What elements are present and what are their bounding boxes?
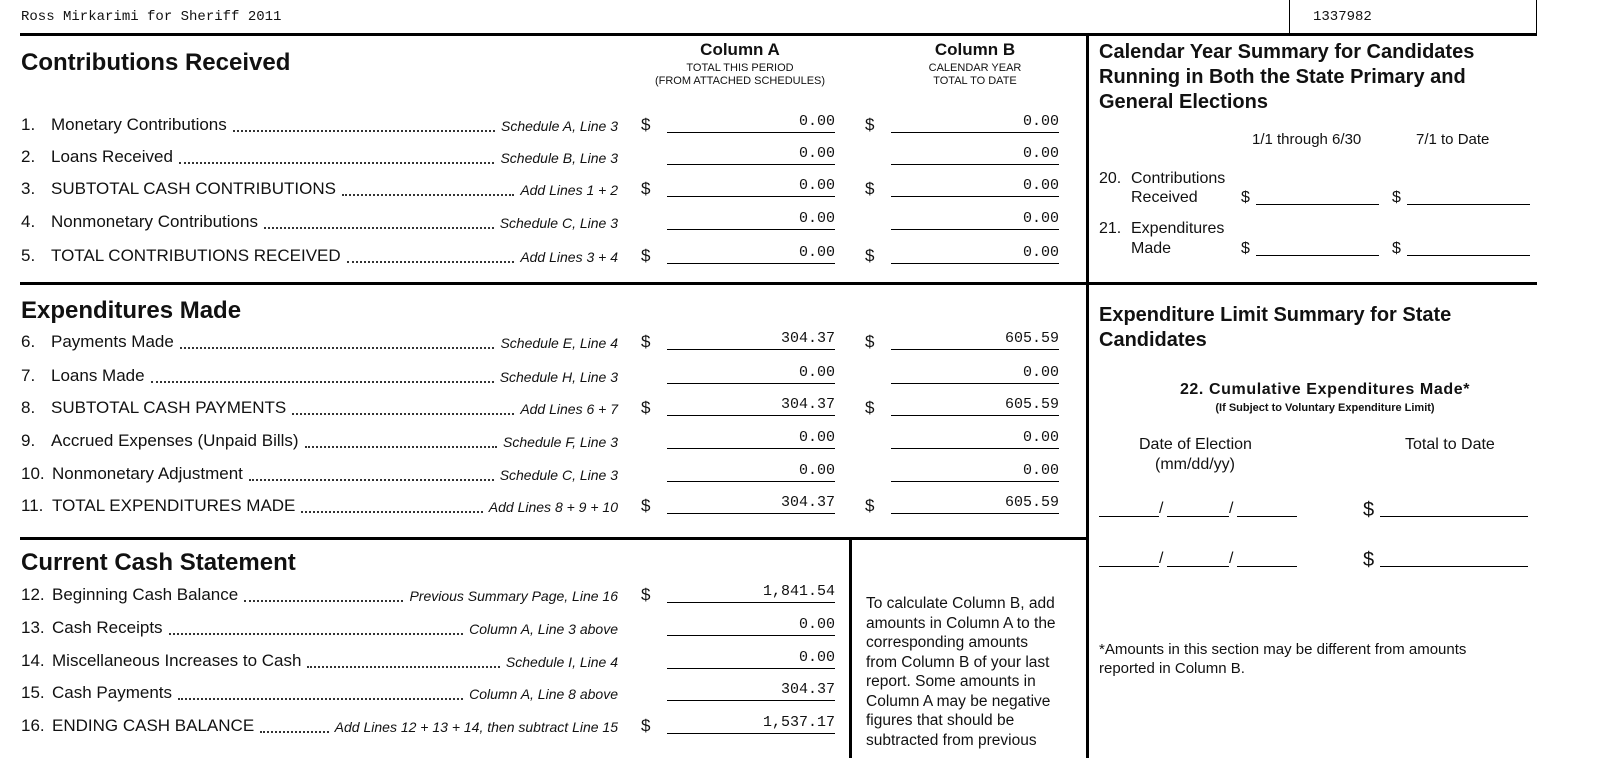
column-b-dollar-sign: $ — [865, 246, 875, 265]
line-label-text: SUBTOTAL CASH PAYMENTS — [51, 398, 287, 417]
column-a-amount[interactable]: 0.00 — [667, 616, 835, 636]
calendar-summary-title-line2: Running in Both the State Primary and — [1099, 66, 1466, 88]
line-label — [51, 398, 286, 418]
date-format-label: (mm/dd/yy) — [1155, 456, 1235, 473]
line-label — [52, 618, 163, 638]
dot-leader — [305, 446, 497, 448]
line-schedule-reference: Add Lines 3 + 4 — [520, 249, 618, 265]
calendar-row-20-dollar1: $ — [1241, 189, 1250, 206]
column-b-title: Column B — [934, 40, 1016, 59]
column-a-amount[interactable]: 1,537.17 — [667, 714, 835, 734]
column-a-amount[interactable]: 0.00 — [667, 113, 835, 133]
line-label-text: TOTAL CONTRIBUTIONS RECEIVED — [51, 246, 341, 265]
calendar-row-21-label1: Expenditures — [1131, 220, 1225, 237]
line-number: 16. — [21, 716, 45, 735]
line-label-text: Loans Made — [51, 366, 145, 385]
column-b-amount[interactable]: 0.00 — [891, 429, 1059, 449]
column-a-amount[interactable]: 0.00 — [667, 462, 835, 482]
election-2-slash2: / — [1229, 550, 1234, 567]
cash-title: Current Cash Statement — [21, 549, 296, 576]
date-of-election-label: Date of Election — [1139, 436, 1252, 453]
line-number: 12. — [21, 585, 45, 604]
calendar-row-20-label2: Received — [1131, 189, 1198, 206]
column-b-sub1: CALENDAR YEAR — [928, 62, 1022, 74]
calendar-row-21-label2: Made — [1131, 240, 1172, 257]
dot-leader — [244, 600, 403, 602]
column-a-sub2: (FROM ATTACHED SCHEDULES) — [654, 75, 826, 87]
line-label-text: Accrued Expenses (Unpaid Bills) — [51, 431, 299, 450]
dot-leader — [260, 731, 329, 733]
column-a-amount[interactable]: 304.37 — [667, 396, 835, 416]
line-schedule-reference: Schedule F, Line 3 — [503, 434, 618, 450]
calendar-row-20-label1: Contributions — [1131, 170, 1226, 187]
expenditure-limit-footnote — [1099, 640, 1466, 678]
column-a-amount[interactable]: 0.00 — [667, 244, 835, 264]
election-2-total[interactable] — [1380, 550, 1528, 567]
column-b-sub2: TOTAL TO DATE — [933, 75, 1017, 87]
calendar-summary-title — [1099, 40, 1529, 115]
column-a-dollar-sign: $ — [641, 115, 651, 134]
column-a-sub1: TOTAL THIS PERIOD — [686, 62, 794, 74]
election-1-dollar: $ — [1363, 499, 1375, 521]
line-number: 6. — [21, 332, 36, 351]
line-schedule-reference: Schedule C, Line 3 — [499, 215, 618, 231]
line-schedule-reference: Schedule C, Line 3 — [499, 467, 618, 483]
expenditures-title: Expenditures Made — [21, 297, 242, 324]
election-2-year[interactable] — [1237, 550, 1297, 567]
instruction-line: report. Some amounts in — [866, 673, 1036, 690]
line-label — [51, 332, 174, 352]
line-schedule-reference: Column A, Line 3 above — [469, 621, 618, 637]
column-b-dollar-sign: $ — [865, 496, 875, 515]
column-a-dollar-sign: $ — [641, 179, 651, 198]
contributions-title: Contributions Received — [21, 49, 291, 76]
column-a-amount[interactable]: 0.00 — [667, 649, 835, 669]
id-number: 1337982 — [1313, 9, 1372, 25]
column-a-dollar-sign: $ — [641, 716, 651, 735]
election-1-day[interactable] — [1167, 500, 1229, 517]
column-a-dollar-sign: $ — [641, 398, 651, 417]
election-2-month[interactable] — [1099, 550, 1159, 567]
line-label-text: Nonmonetary Contributions — [51, 212, 258, 231]
calendar-summary-title-line3: General Elections — [1099, 91, 1268, 113]
footnote-line1: *Amounts in this section may be different from amounts — [1099, 641, 1467, 658]
election-1-slash1: / — [1159, 500, 1164, 517]
dot-leader — [151, 381, 494, 383]
line-label — [52, 464, 243, 484]
calendar-row-21-dollar2: $ — [1392, 240, 1401, 257]
instruction-line: corresponding amounts — [866, 634, 1028, 651]
line-label-text: Loans Received — [51, 147, 173, 166]
calendar-row-20-field2[interactable] — [1407, 188, 1530, 205]
header-divider-right — [1536, 0, 1537, 33]
instruction-line: figures that should be — [866, 712, 1015, 729]
column-b-amount[interactable]: 0.00 — [891, 177, 1059, 197]
line-label — [52, 496, 295, 516]
line-number: 3. — [21, 179, 36, 198]
line-label — [51, 246, 341, 266]
line-number: 13. — [21, 618, 45, 637]
dot-leader — [342, 194, 514, 196]
calendar-row-21-field1[interactable] — [1256, 239, 1379, 256]
line-number: 2. — [21, 147, 36, 166]
line-schedule-reference: Column A, Line 8 above — [469, 686, 618, 702]
line-number: 11. — [21, 496, 44, 515]
column-a-dollar-sign: $ — [641, 585, 651, 604]
column-b-amount[interactable]: 605.59 — [891, 494, 1059, 514]
line-schedule-reference: Schedule B, Line 3 — [500, 150, 618, 166]
dot-leader — [178, 698, 463, 700]
line-label — [52, 585, 238, 605]
line-schedule-reference: Schedule E, Line 4 — [500, 335, 618, 351]
note-divider — [849, 537, 852, 758]
election-2-day[interactable] — [1167, 550, 1229, 567]
rule-after-expenditures — [20, 537, 1088, 540]
election-1-month[interactable] — [1099, 500, 1159, 517]
line-label-text: Miscellaneous Increases to Cash — [52, 651, 302, 670]
column-b-dollar-sign: $ — [865, 398, 875, 417]
line-label-text: Monetary Contributions — [51, 115, 227, 134]
column-a-amount[interactable]: 1,841.54 — [667, 583, 835, 603]
line-number: 5. — [21, 246, 36, 265]
line-number: 9. — [21, 431, 36, 450]
line-number: 4. — [21, 212, 36, 231]
instruction-line: To calculate Column B, add — [866, 595, 1055, 612]
line-label-text: Cash Payments — [52, 683, 172, 702]
column-a-amount[interactable]: 304.37 — [667, 494, 835, 514]
dot-leader — [292, 413, 514, 415]
line-label-text: Payments Made — [51, 332, 174, 351]
line-label-text: Nonmonetary Adjustment — [52, 464, 243, 483]
expenditure-limit-title — [1099, 303, 1529, 353]
line-label-text: Cash Receipts — [52, 618, 163, 637]
column-b-amount[interactable]: 0.00 — [891, 244, 1059, 264]
line-label — [51, 212, 258, 232]
calendar-row-20-field1[interactable] — [1256, 188, 1379, 205]
instruction-line: from Column B of your last — [866, 653, 1050, 671]
line-label — [51, 179, 336, 199]
line-number: 1. — [21, 115, 36, 134]
calendar-row-21-num: 21. — [1099, 220, 1122, 237]
line-schedule-reference: Previous Summary Page, Line 16 — [409, 588, 618, 604]
column-b-amount[interactable]: 605.59 — [891, 330, 1059, 350]
column-a-amount[interactable]: 0.00 — [667, 364, 835, 384]
column-a-title: Column A — [700, 40, 780, 59]
column-b-amount[interactable]: 0.00 — [891, 210, 1059, 230]
line-schedule-reference: Add Lines 12 + 13 + 14, then subtract Line 15 — [334, 719, 618, 735]
column-a-amount[interactable]: 0.00 — [667, 210, 835, 230]
column-a-dollar-sign: $ — [641, 332, 651, 351]
rule-after-contributions — [20, 282, 1537, 285]
top-rule — [20, 33, 1537, 36]
line-label — [52, 651, 301, 671]
line-number: 7. — [21, 366, 36, 385]
dot-leader — [179, 162, 494, 164]
column-b-amount[interactable]: 0.00 — [891, 364, 1059, 384]
line-number: 8. — [21, 398, 36, 417]
instruction-line: subtracted from previous — [866, 731, 1037, 749]
dot-leader — [169, 633, 463, 635]
committee-name: Ross Mirkarimi for Sheriff 2011 — [21, 9, 282, 25]
expenditure-limit-title-line2: Candidates — [1099, 329, 1207, 351]
footnote-line2: reported in Column B. — [1099, 660, 1245, 677]
line-schedule-reference: Schedule H, Line 3 — [499, 369, 618, 385]
election-1-year[interactable] — [1237, 500, 1297, 517]
line-schedule-reference: Add Lines 8 + 9 + 10 — [488, 499, 618, 515]
dot-leader — [180, 347, 494, 349]
line-label-text: SUBTOTAL CASH CONTRIBUTIONS — [51, 179, 336, 198]
total-to-date-label: Total to Date — [1405, 436, 1495, 453]
line-label — [51, 115, 227, 135]
column-b-amount[interactable]: 605.59 — [891, 396, 1059, 416]
header-divider-left — [1289, 0, 1290, 33]
line-schedule-reference: Add Lines 1 + 2 — [520, 182, 618, 198]
dot-leader — [249, 479, 494, 481]
line-number: 15. — [21, 683, 45, 702]
cumulative-expenditures-title: 22. Cumulative Expenditures Made* — [1179, 381, 1471, 398]
column-a-header — [640, 40, 840, 88]
column-b-amount[interactable]: 0.00 — [891, 145, 1059, 165]
cumulative-expenditures-note: (If Subject to Voluntary Expenditure Limit) — [1215, 402, 1435, 414]
column-b-dollar-sign: $ — [865, 179, 875, 198]
line-schedule-reference: Add Lines 6 + 7 — [520, 401, 618, 417]
election-1-slash2: / — [1229, 500, 1234, 517]
calendar-row-21-field2[interactable] — [1407, 239, 1530, 256]
line-number: 10. — [21, 464, 45, 483]
column-a-amount[interactable]: 304.37 — [667, 330, 835, 350]
dot-leader — [233, 130, 495, 132]
line-label-text: Beginning Cash Balance — [52, 585, 239, 604]
calendar-col1-label: 1/1 through 6/30 — [1252, 131, 1362, 148]
dot-leader — [301, 511, 483, 513]
calendar-row-21-dollar1: $ — [1241, 240, 1250, 257]
dot-leader — [347, 261, 514, 263]
column-b-dollar-sign: $ — [865, 115, 875, 134]
line-label — [52, 716, 254, 736]
election-2-slash1: / — [1159, 550, 1164, 567]
column-a-amount[interactable]: 304.37 — [667, 681, 835, 701]
expenditure-limit-title-line1: Expenditure Limit Summary for State — [1099, 304, 1452, 326]
column-a-amount[interactable]: 0.00 — [667, 429, 835, 449]
line-label — [51, 431, 299, 451]
column-b-amount[interactable]: 0.00 — [891, 113, 1059, 133]
column-a-amount[interactable]: 0.00 — [667, 145, 835, 165]
dot-leader — [307, 666, 500, 668]
column-b-amount[interactable]: 0.00 — [891, 462, 1059, 482]
line-label — [51, 366, 145, 386]
column-a-amount[interactable]: 0.00 — [667, 177, 835, 197]
calendar-col2-label: 7/1 to Date — [1416, 131, 1490, 148]
dot-leader — [264, 227, 494, 229]
line-label-text: ENDING CASH BALANCE — [52, 716, 255, 735]
line-label — [52, 683, 172, 703]
line-schedule-reference: Schedule I, Line 4 — [505, 654, 618, 670]
line-number: 14. — [21, 651, 45, 670]
line-label — [51, 147, 173, 167]
column-a-dollar-sign: $ — [641, 246, 651, 265]
calendar-summary-title-line1: Calendar Year Summary for Candidates — [1099, 41, 1475, 63]
column-a-dollar-sign: $ — [641, 496, 651, 515]
column-b-dollar-sign: $ — [865, 332, 875, 351]
column-b-instructions — [866, 594, 1081, 750]
election-2-dollar: $ — [1363, 549, 1375, 571]
instruction-line: Column A may be negative — [866, 692, 1051, 710]
calendar-row-20-num: 20. — [1099, 170, 1122, 187]
instruction-line: amounts in Column A to the — [866, 614, 1056, 632]
column-b-header — [875, 40, 1075, 88]
center-divider — [1086, 33, 1089, 758]
calendar-row-20-dollar2: $ — [1392, 189, 1401, 206]
line-label-text: TOTAL EXPENDITURES MADE — [52, 496, 296, 515]
election-1-total[interactable] — [1380, 500, 1528, 517]
line-schedule-reference: Schedule A, Line 3 — [500, 118, 618, 134]
